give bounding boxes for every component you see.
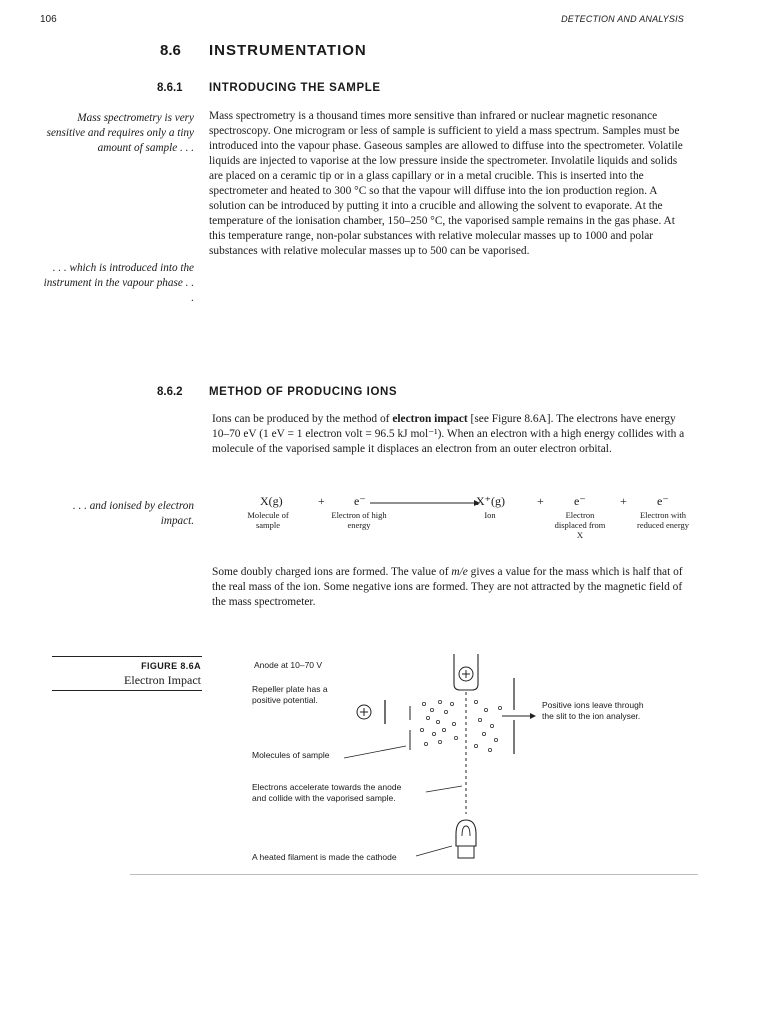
label-positive-ions-1: Positive ions leave through — [542, 700, 644, 710]
paragraph-producing-ions — [212, 412, 690, 457]
page-bottom-rule — [130, 874, 698, 875]
subsection-title-1: INTRODUCING THE SAMPLE — [209, 82, 381, 94]
figure-rule-bottom — [52, 690, 202, 691]
eq-label-electron: Electron of high energy — [331, 510, 387, 530]
sample-molecules — [420, 700, 501, 751]
eq-plus-3: + — [620, 494, 627, 508]
section-title: INSTRUMENTATION — [209, 42, 367, 59]
label-repeller-1: Repeller plate has a — [252, 684, 328, 694]
section-number: 8.6 — [160, 42, 181, 59]
eq-reactant-2: e⁻ — [354, 494, 366, 508]
ionisation-equation — [214, 490, 714, 550]
paragraph-producing-ions-b: [see Figure 8.6A]. The electrons have energy 10–70 eV (1 eV = 1 electron volt = 96.5 kJ mol⁻¹). When an electron with a high energy collides with a molecule of the vaporised sample it displaces an electron from an outer electron orbital. — [212, 413, 685, 455]
label-molecules: Molecules of sample — [252, 750, 330, 760]
running-head: DETECTION AND ANALYSIS — [561, 14, 684, 24]
m-over-e: m/e — [451, 566, 468, 578]
eq-plus-1: + — [318, 494, 325, 508]
margin-note-ionised: . . . and ionised by electron impact. — [72, 500, 194, 527]
filament-leader — [416, 846, 452, 856]
ion-exit-arrow-icon — [530, 713, 536, 719]
figure-label: FIGURE 8.6A — [141, 661, 201, 671]
molecules-leader — [344, 746, 406, 758]
eq-product-3: e⁻ — [657, 494, 669, 508]
subsection-number-1: 8.6.1 — [157, 82, 183, 94]
paragraph-producing-ions-a: Ions can be produced by the method of — [212, 413, 393, 425]
paragraph-doubly-charged-b: gives a value for the mass which is half that of the real mass of the ion. Some negative ions are formed. They are not attracted by the magnetic field of the mass spectrometer. — [212, 566, 683, 608]
margin-note-sensitive: Mass spectrometry is very sensitive and requires only a tiny amount of sample . . . — [46, 112, 194, 154]
label-filament: A heated filament is made the cathode — [252, 852, 397, 862]
electrons-leader — [426, 786, 462, 792]
eq-plus-2: + — [537, 494, 544, 508]
label-electrons-2: and collide with the vaporised sample. — [252, 793, 396, 803]
eq-product-2: e⁻ — [574, 494, 586, 508]
label-positive-ions-2: the slit to the ion analyser. — [542, 711, 641, 721]
label-anode: Anode at 10–70 V — [254, 660, 323, 670]
electron-impact-term: electron impact — [392, 413, 468, 425]
subsection-number-2: 8.6.2 — [157, 386, 183, 398]
page-number: 106 — [40, 14, 57, 25]
label-repeller-2: positive potential. — [252, 695, 318, 705]
filament-bulb-icon — [456, 820, 476, 846]
eq-label-displaced: Electron displaced from X — [554, 510, 606, 540]
eq-label-reduced: Electron with reduced energy — [637, 510, 689, 530]
subsection-title-2: METHOD OF PRODUCING IONS — [209, 386, 398, 398]
paragraph-introducing-sample: Mass spectrometry is a thousand times more sensitive than infrared or nuclear magnetic resonance spectroscopy. One microgram or less of sample is sufficient to yield a mass spectrum. Samples must be introduced into the vapour phase. Gaseous samples are allowed to diffuse into the spectrometer. Volatile liquids are injected to vaporise at the low pressure inside the spectrometer. Involatile liquids and solids are placed on a ceramic tip or in a glass capillary or in a metal crucible. This is inserted into the spectrometer and heated to 300 °C so that the vapour will diffuse into the ion production region. A solution can be introduced by putting it into a crucible and allowing the solvent to evaporate. At the temperature of the ionisation chamber, 150–250 °C, the vaporised sample remains in the gas phase. At this temperature range, non-polar substances with relative molecular masses up to 1000 and polar substances with relative molecular masses up to 500 can be vaporised. — [209, 110, 683, 257]
figure-rule-top — [52, 656, 202, 657]
electron-impact-diagram — [240, 650, 720, 880]
filament-base-icon — [458, 846, 474, 858]
paragraph-doubly-charged-a: Some doubly charged ions are formed. The value of — [212, 566, 452, 578]
reaction-arrow-icon — [370, 496, 480, 510]
margin-note-vapour: . . . which is introduced into the instrument in the vapour phase . . . — [43, 262, 194, 304]
label-electrons-1: Electrons accelerate towards the anode — [252, 782, 402, 792]
figure-title: Electron Impact — [124, 673, 201, 687]
eq-label-ion: Ion — [484, 510, 496, 520]
eq-product-1: X⁺(g) — [476, 494, 505, 508]
eq-reactant-1: X(g) — [260, 494, 283, 508]
eq-label-molecule: Molecule of sample — [247, 510, 289, 530]
paragraph-doubly-charged — [212, 565, 690, 610]
